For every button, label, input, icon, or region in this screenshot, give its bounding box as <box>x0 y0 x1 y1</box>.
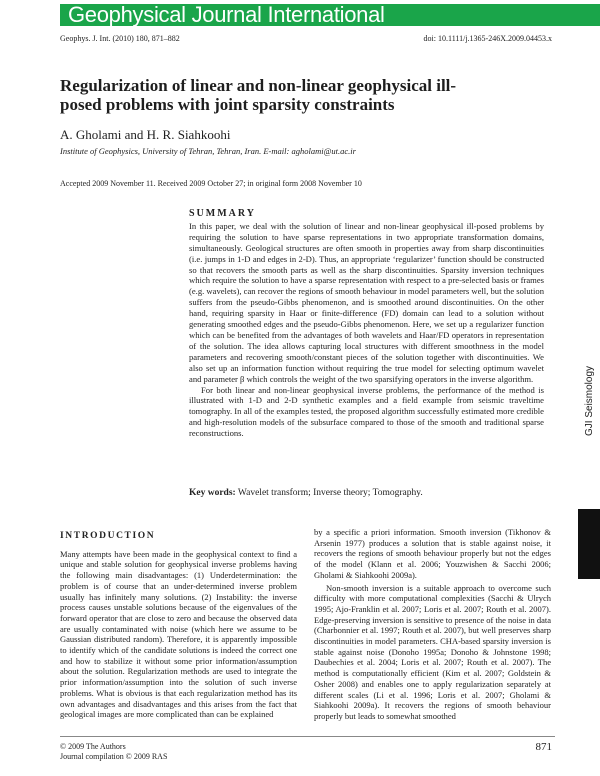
section-side-tab <box>578 509 600 579</box>
summary-heading: SUMMARY <box>189 208 256 219</box>
summary-section <box>189 209 544 439</box>
section-side-label: GJI Seismology <box>584 365 595 436</box>
page-number: 871 <box>535 741 552 753</box>
citation: Geophys. J. Int. (2010) 180, 871–882 <box>60 34 180 43</box>
article-title: Regularization of linear and non-linear geophysical ill-posed problems with joint sparsity constraints <box>60 76 457 114</box>
intro-right-column <box>314 527 551 722</box>
authors: A. Gholami and H. R. Siahkoohi <box>60 127 231 142</box>
journal-title: Geophysical Journal International <box>68 2 385 27</box>
footer-copyright <box>60 742 167 761</box>
keywords-label: Key words: <box>189 488 236 498</box>
summary-paragraph-1: In this paper, we deal with the solution of linear and non-linear geophysical ill-posed problems by requiring the solution to have sparse representations in two appropriate transformation domains, simultaneously. Geological structures are often smooth in properties away from sharp discontinuities (i.e. jumps in 1-D and edges in 2-D). Thus, an appropriate ‘regularizer’ function should be constructed so that recovers the smooth parts as well as the sharp discontinuities. Sparsity inversion techniques which require the solution to have a sparse representation with respect to a pre-selected basis or frames (e.g. wavelets), can recover the regions of smooth behaviour in model parameters well, but the solution suffers from the pseudo-Gibbs phenomenon, and is smoothed around discontinuities. On the other hand, requiring sparsity in Haar or finite-difference (FD) domain can lead to a solution without generating smoothed edges and the pseudo-Gibbs phenomenon. Here, we set up a regularizer function which can be benefited from the advantages of both wavelets and Haar/FD operators in representation of the solution. The idea allows capturing local structures with different smoothness in the model parameters and recovering smooth/constant pieces of the solution together with discontinuities. We also set up an information function without requiring the true model for selecting optimum wavelet and parameter β which controls the weight of the two sparsifying operators in the inverse algorithm. <box>189 220 544 384</box>
intro-paragraph-1: Many attempts have been made in the geophysical context to find a unique and stable solution for geophysical inverse problems having the following main disadvantages: (1) Underdetermination: the problem is of course that an under-determined inverse problem usually has infinitely many solutions. (2) Instability: the inverse process causes unstable solutions because of the eigenvalues of the forward operator that are close to zero and because the observed data are usually contaminated with noise (which here we assume to be Gaussian distributed random). Therefore, it is apparently impossible to identify which of the candidate solutions is indeed the correct one and how to stabilize it without some prior information/assumption about the solution. Regularization methods are used to integrate the prior information/assumption into the solution of such inverse problems. What is obvious is that each regularization method has its own advantages and disadvantages and this arises from the fact that geological images are more complicated than can be explained <box>60 548 297 720</box>
intro-right-paragraph-2: Non-smooth inversion is a suitable approach to overcome such difficulty with more computational complexities (Sacchi & Ulrych 1995; Ajo-Franklin et al. 2007; Loris et al. 2007; Routh et al. 2007). Edge-preserving inversion is sensitive to presence of the noise in data (Charbonnier et al. 1997; Routh et al. 2007), but well preserves sharp discontinuities in model parameters. CHA-based sparsity inversion is stable against noise (Donoho 1995a; Donoho & Johnstone 1998; Daubechies et al. 2004; Loris et al. 2007; Routh et al. 2007). The method is computationally efficient (Kim et al. 2007; Goldstein & Osher 2008) and enables one to apply regularization separately at different scales (Li et al. 1996; Loris et al. 2007; Gholami & Siahkoohi 2009a). It recovers the regions of smooth behaviour properly but leads to somewhat smoothed <box>314 582 551 721</box>
summary-paragraph-2: For both linear and non-linear geophysical inverse problems, the performance of the method is illustrated with 1-D and 2-D synthetic examples and a field example from seismic traveltime tomography. In all of the examples tested, the proposed algorithm successfully estimated more credible and high-resolution models of the subsurface compared to those of the smooth and traditional sparse reconstructions. <box>189 384 544 439</box>
doi[interactable]: doi: 10.1111/j.1365-246X.2009.04453.x <box>423 34 552 43</box>
copyright-authors: © 2009 The Authors <box>60 742 126 751</box>
copyright-journal: Journal compilation © 2009 RAS <box>60 751 168 761</box>
intro-right-paragraph-1: by a specific a priori information. Smooth inversion (Tikhonov & Arsenin 1977) produces a solution that is stable against noise, it recovers the regions of smooth behaviour properly but not the edges of the model (Klann et al. 2006; Youzwishen & Sacchi 2006; Gholami & Siahkoohi 2009a). <box>314 527 551 580</box>
publication-dates: Accepted 2009 November 11. Received 2009 October 27; in original form 2008 November 10 <box>60 179 362 188</box>
journal-banner <box>60 4 600 26</box>
affiliation: Institute of Geophysics, University of Tehran, Tehran, Iran. E-mail: agholami@ut.ac.ir <box>60 146 356 156</box>
introduction-heading: INTRODUCTION <box>60 531 156 541</box>
footer-divider <box>60 736 555 737</box>
keywords-text: Wavelet transform; Inverse theory; Tomography. <box>237 488 423 498</box>
keywords <box>189 488 423 498</box>
intro-left-column <box>60 531 297 720</box>
